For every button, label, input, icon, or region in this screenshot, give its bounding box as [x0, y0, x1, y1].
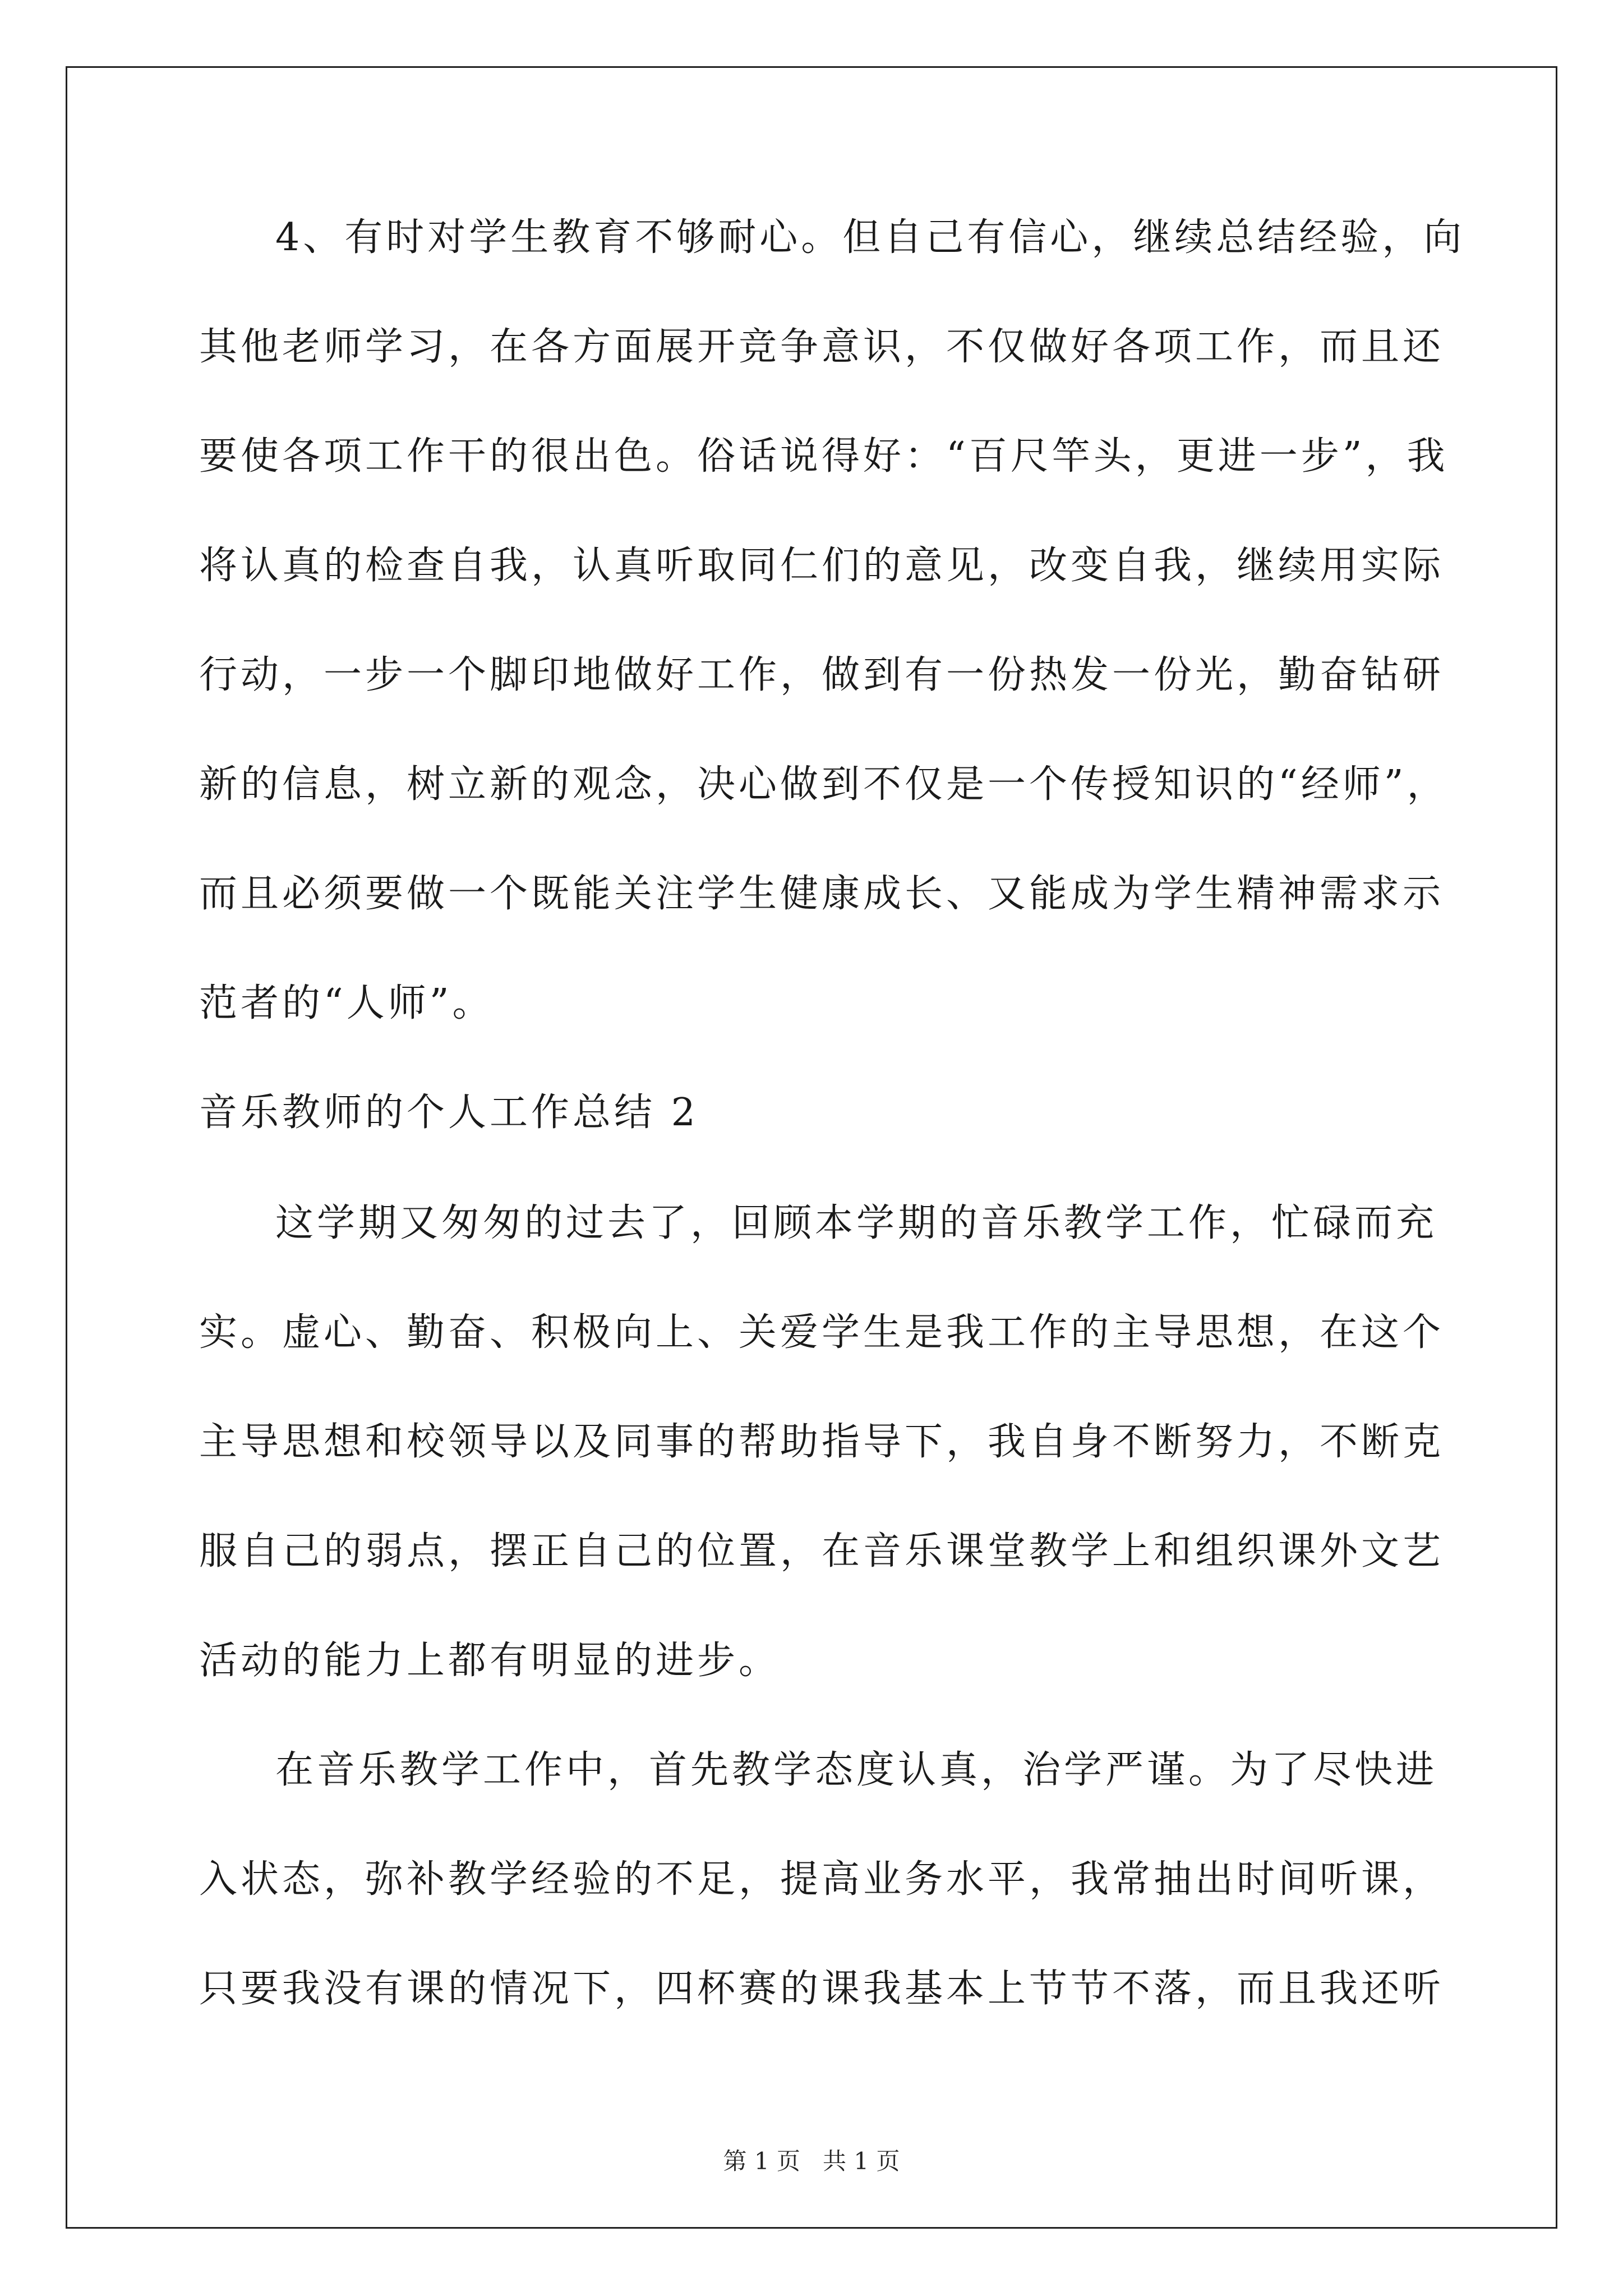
page-footer: 第 1 页 共 1 页 — [723, 2147, 900, 2175]
paragraph-1-line-1: 4、有时对学生教育不够耐心。但自己有信心，继续总结经验，向 — [275, 215, 1465, 260]
paragraph-1-line-3: 要使各项工作干的很出色。俗话说得好：“百尺竿头，更进一步”，我 — [199, 434, 1449, 478]
section-heading: 音乐教师的个人工作总结 2 — [199, 1091, 699, 1135]
paragraph-1-line-7: 而且必须要做一个既能关注学生健康成长、又能成为学生精神需求示 — [199, 872, 1445, 916]
paragraph-2-line-2: 实。虚心、勤奋、积极向上、关爱学生是我工作的主导思想，在这个 — [199, 1310, 1445, 1355]
paragraph-1-line-8: 范者的“人师”。 — [199, 981, 494, 1025]
paragraph-3-line-1: 在音乐教学工作中，首先教学态度认真，治学严谨。为了尽快进 — [275, 1748, 1438, 1792]
paragraph-2-line-3: 主导思想和校领导以及同事的帮助指导下，我自身不断努力，不断克 — [199, 1420, 1445, 1464]
paragraph-1-line-2: 其他老师学习，在各方面展开竞争意识，不仅做好各项工作，而且还 — [199, 325, 1445, 369]
page-border — [66, 66, 1557, 2229]
paragraph-3-line-3: 只要我没有课的情况下，四杯赛的课我基本上节节不落，而且我还听 — [199, 1967, 1445, 2011]
paragraph-3-line-2: 入状态，弥补教学经验的不足，提高业务水平，我常抽出时间听课， — [199, 1857, 1445, 1902]
paragraph-2-line-4: 服自己的弱点，摆正自己的位置，在音乐课堂教学上和组织课外文艺 — [199, 1529, 1445, 1573]
paragraph-2-line-1: 这学期又匆匆的过去了，回顾本学期的音乐教学工作，忙碌而充 — [275, 1201, 1438, 1245]
paragraph-1-line-4: 将认真的检查自我，认真听取同仁们的意见，改变自我，继续用实际 — [199, 544, 1445, 588]
paragraph-2-line-5: 活动的能力上都有明显的进步。 — [199, 1639, 781, 1683]
paragraph-1-line-5: 行动，一步一个脚印地做好工作，做到有一份热发一份光，勤奋钻研 — [199, 653, 1445, 697]
paragraph-1-line-6: 新的信息，树立新的观念，决心做到不仅是一个传授知识的“经师”， — [199, 762, 1449, 807]
